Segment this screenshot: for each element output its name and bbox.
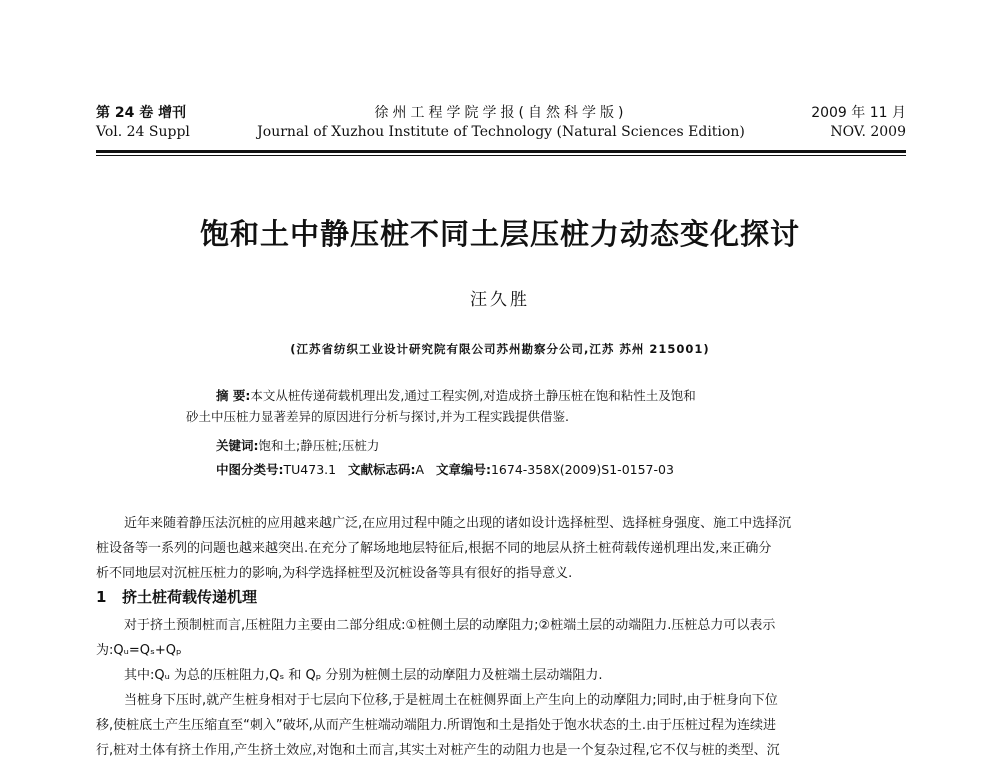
section-1-heading: [96, 586, 257, 607]
doc-code: A: [415, 462, 425, 477]
article-no: 1674-358X(2009)S1-0157-03: [490, 462, 674, 477]
journal-name-en: Journal of Xuzhou Institute of Technology (Natural Sciences Edition): [257, 124, 745, 140]
keywords-text: 饱和土;静压桩;压桩力: [258, 438, 380, 453]
article-title: 饱和土中静压桩不同土层压桩力动态变化探讨: [199, 217, 800, 251]
clc-code: TU473.1: [283, 462, 337, 477]
section-title: 挤土桩荷载传递机理: [122, 588, 258, 606]
abstract-label: 摘 要:: [216, 388, 251, 403]
issue-date: [811, 104, 906, 142]
clc-label: 中图分类号:: [216, 462, 284, 477]
keywords-label: 关键词:: [216, 438, 259, 453]
formula-line: 为:Qᵤ=Qₛ+Qₚ: [96, 643, 182, 658]
journal-name-cn: 徐州工程学院学报(自然科学版): [374, 105, 628, 121]
article-author: 汪久胜: [470, 290, 530, 310]
running-header: [96, 104, 906, 148]
classification-line: [216, 459, 866, 480]
abstract-line-1: [186, 385, 866, 406]
paragraph-line: 对于挤土预制桩而言,压桩阻力主要由二部分组成:①桩侧土层的动摩阻力;②桩端土层的动端阻力.压桩总力可以表示: [124, 618, 776, 633]
doc-code-label: 文献标志码:: [348, 462, 416, 477]
intro-line: 析不同地层对沉桩压桩力的影响,为科学选择桩型及沉桩设备等具有很好的指导意义.: [96, 566, 573, 581]
volume-cn: 第 24 卷 增刊: [96, 105, 187, 121]
date-cn: 2009 年 11 月: [811, 105, 906, 121]
abstract-line-2: 砂土中压桩力显著差异的原因进行分析与探讨,并为工程实践提供借鉴.: [186, 409, 569, 424]
intro-line: 桩设备等一系列的问题也越来越突出.在充分了解场地地层特征后,根据不同的地层从挤土桩荷载传递机理出发,来正确分: [96, 541, 772, 556]
paragraph-line: 当桩身下压时,就产生桩身相对于七层向下位移,于是桩周土在桩侧界面上产生向上的动摩阻力;同时,由于桩身向下位: [124, 693, 778, 708]
date-en: NOV. 2009: [830, 124, 906, 140]
article-no-label: 文章编号:: [435, 462, 491, 477]
abstract-text-1: 本文从桩传递荷载机理出发,通过工程实例,对造成挤土静压桩在饱和粘性土及饱和: [250, 388, 696, 403]
section-number: 1: [96, 588, 107, 606]
paragraph-line: 行,桩对土体有挤土作用,产生挤土效应,对饱和土而言,其实土对桩产生的动阻力也是一个复杂过程,它不仅与桩的类型、沉: [96, 743, 780, 758]
header-rule-thin: [96, 155, 906, 156]
author-affiliation: (江苏省纺织工业设计研究院有限公司苏州勘察分公司,江苏 苏州 215001): [290, 342, 710, 356]
paragraph-line: 移,使桩底土产生压缩直至“刺入”破坏,从而产生桩端动端阻力.所谓饱和土是指处于饱水状态的土.由于压桩过程为连续进: [96, 718, 776, 733]
volume-info: [96, 104, 190, 142]
intro-line: 近年来随着静压法沉桩的应用越来越广泛,在应用过程中随之出现的诸如设计选择桩型、选择桩身强度、施工中选择沉: [124, 516, 792, 531]
volume-en: Vol. 24 Suppl: [96, 124, 190, 140]
header-rule-thick: [96, 150, 906, 153]
journal-name: [246, 104, 756, 142]
keywords: [216, 435, 866, 456]
paragraph-line: 其中:Qᵤ 为总的压桩阻力,Qₛ 和 Qₚ 分别为桩侧土层的动摩阻力及桩端土层动端阻力.: [124, 668, 603, 683]
